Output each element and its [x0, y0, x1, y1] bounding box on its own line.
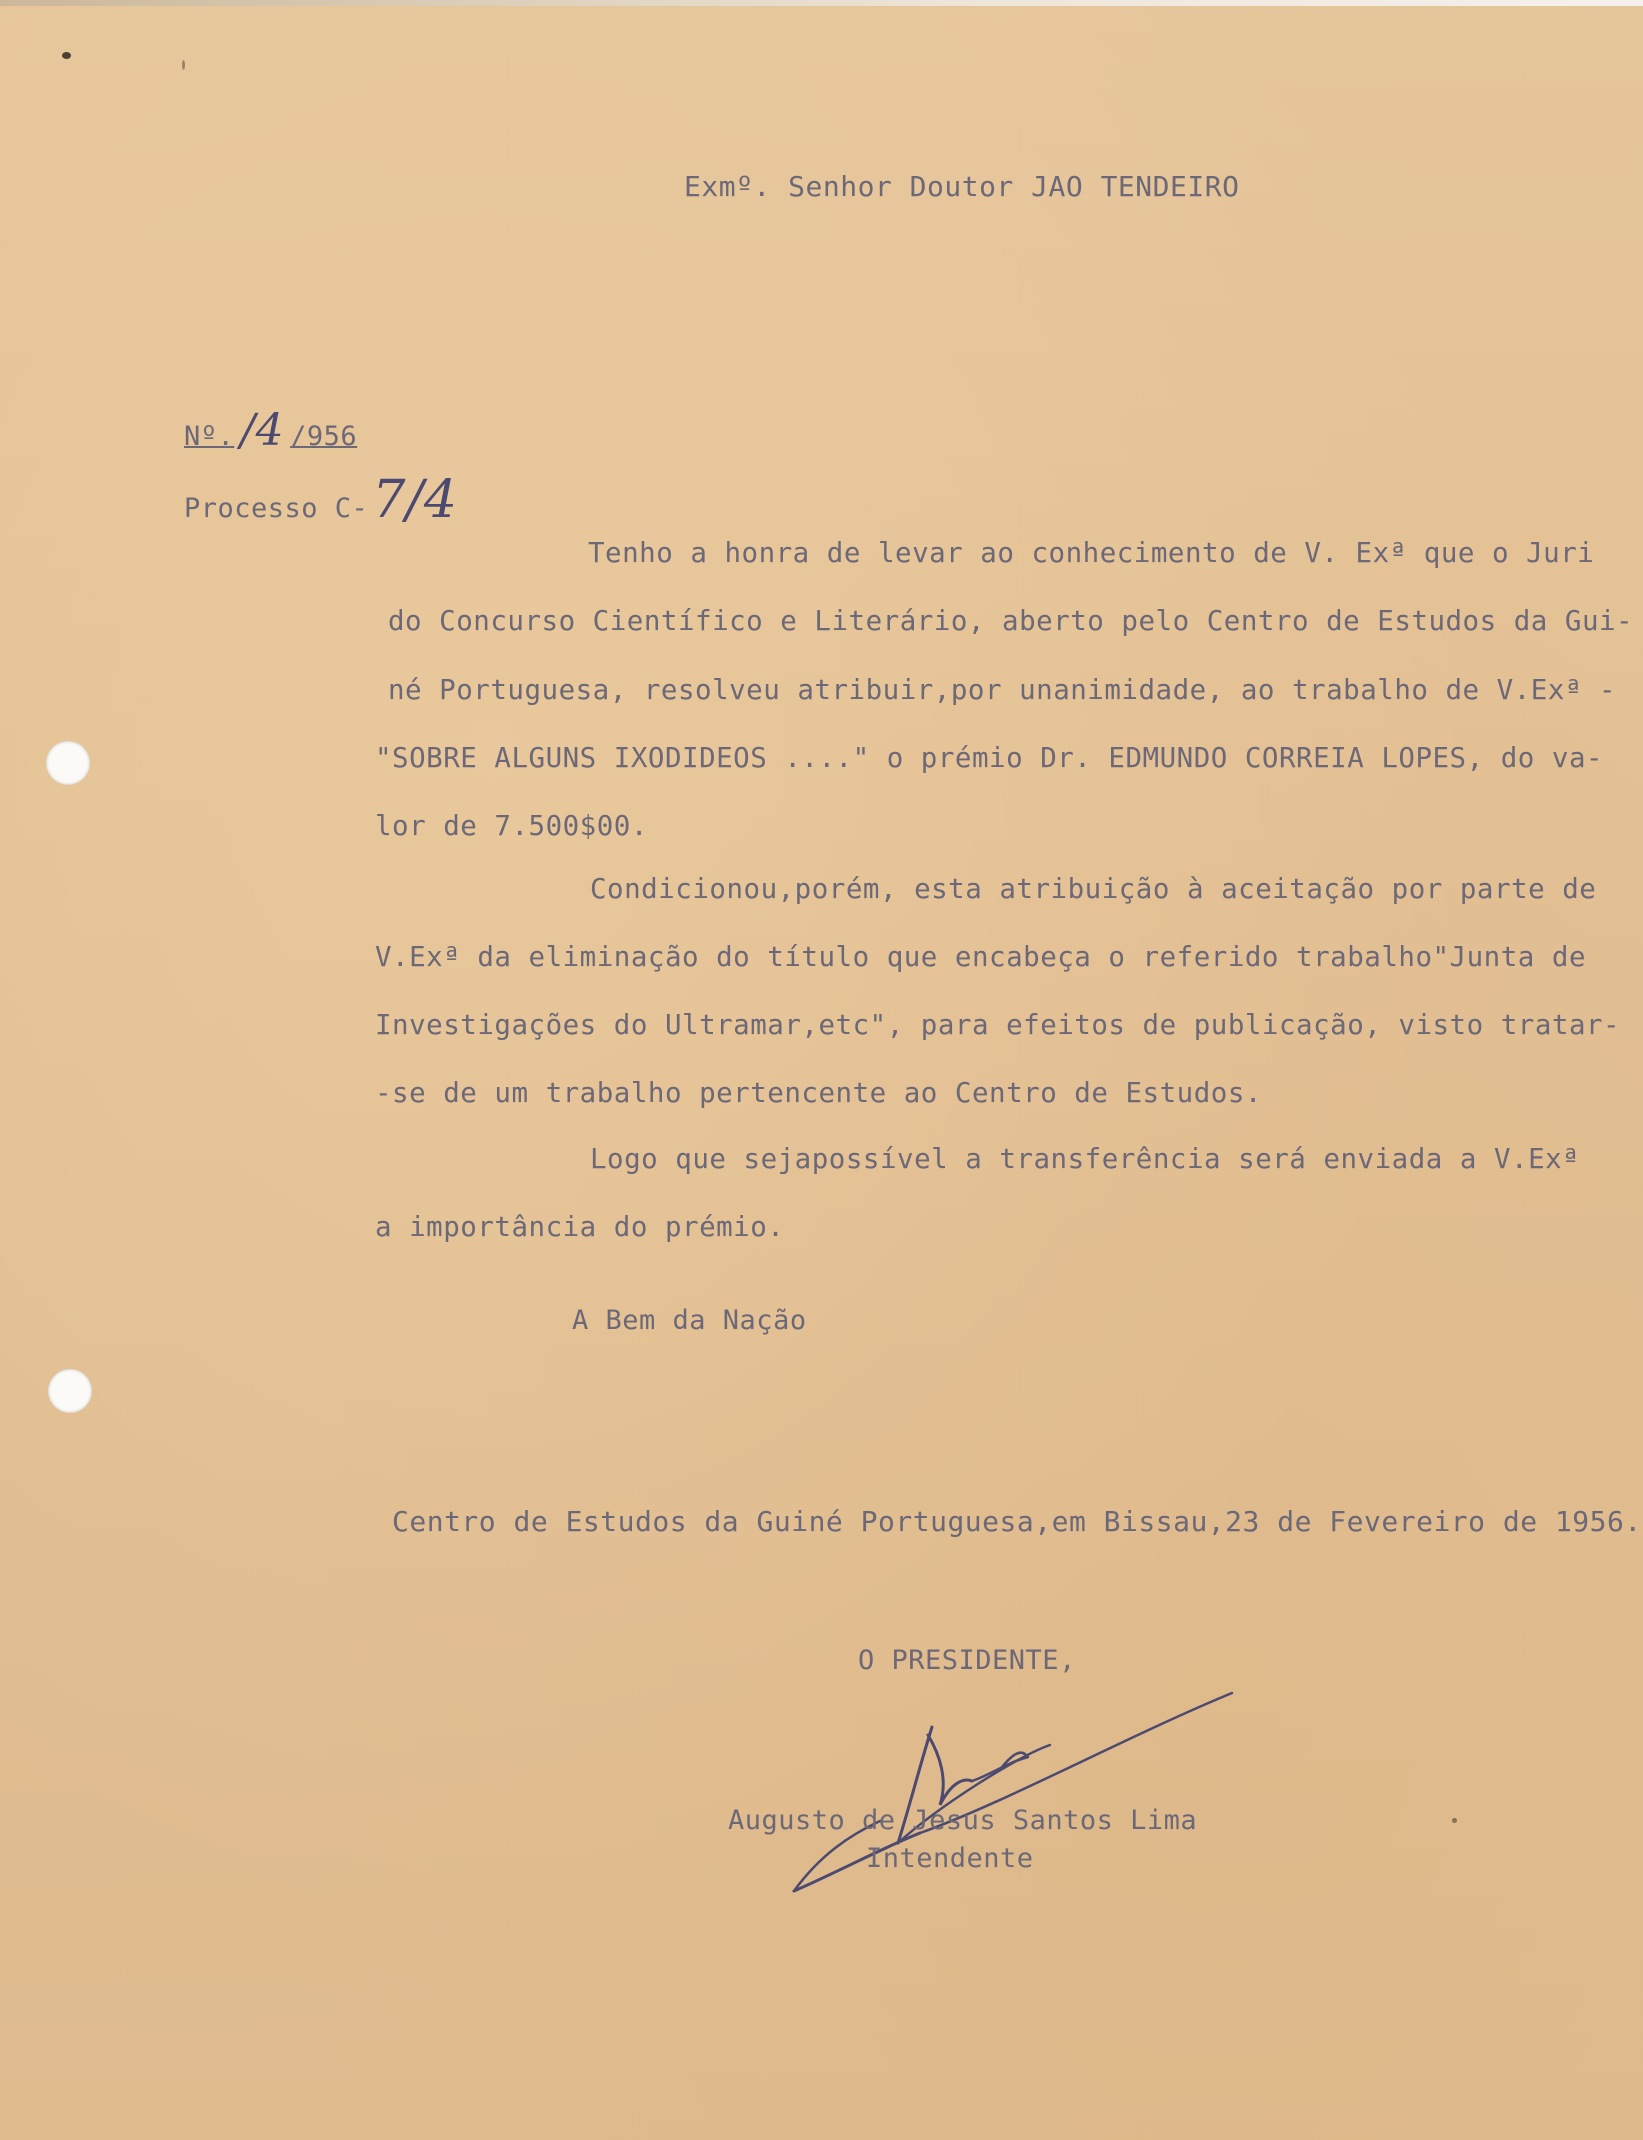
- body-line: Tenho a honra de levar ao conhecimento de V. Exª que o Juri: [588, 537, 1595, 569]
- body-line: Logo que sejapossível a transferência será enviada a V.Exª: [590, 1143, 1580, 1175]
- signatory-role: Intendente: [866, 1843, 1034, 1874]
- punch-hole-top: [46, 741, 90, 785]
- process-handwritten-code: 7/4: [372, 470, 458, 530]
- closing-salutation: A Bem da Nação: [572, 1305, 807, 1336]
- body-line: -se de um trabalho pertencente ao Centro de Estudos.: [375, 1077, 1262, 1109]
- punch-hole-bottom: [48, 1369, 92, 1413]
- ink-speck: [182, 60, 185, 70]
- body-line: a importância do prémio.: [375, 1211, 785, 1243]
- addressee: Exmº. Senhor Doutor JAO TENDEIRO: [684, 170, 1240, 203]
- body-line: do Concurso Científico e Literário, aberto pelo Centro de Estudos da Gui-: [388, 605, 1634, 637]
- body-line: "SOBRE ALGUNS IXODIDEOS ...." o prémio Dr. EDMUNDO CORREIA LOPES, do va-: [375, 742, 1604, 774]
- process-label: Processo C-: [184, 493, 369, 524]
- place-and-date: Centro de Estudos da Guiné Portuguesa,em Bissau,23 de Fevereiro de 1956.: [392, 1505, 1642, 1538]
- ink-speck: [62, 52, 71, 59]
- reference-year: /956: [290, 421, 358, 452]
- signatory-name: Augusto de Jesus Santos Lima: [728, 1805, 1198, 1836]
- signatory-title: O PRESIDENTE,: [858, 1645, 1076, 1676]
- body-line: lor de 7.500$00.: [375, 810, 648, 842]
- body-line: né Portuguesa, resolveu atribuir,por unanimidade, ao trabalho de V.Exª -: [388, 674, 1617, 706]
- reference-prefix: Nº.: [184, 421, 235, 452]
- ink-speck: [1452, 1818, 1457, 1823]
- reference-handwritten-number: /4: [240, 405, 285, 456]
- body-line: Investigações do Ultramar,etc", para efeitos de publicação, visto tratar-: [375, 1009, 1621, 1041]
- reference-number: [184, 405, 357, 456]
- body-line: Condicionou,porém, esta atribuição à aceitação por parte de: [590, 873, 1597, 905]
- process-reference: [184, 470, 458, 530]
- paper-top-edge: [0, 0, 1643, 6]
- body-line: V.Exª da eliminação do título que encabeça o referido trabalho"Junta de: [375, 941, 1587, 973]
